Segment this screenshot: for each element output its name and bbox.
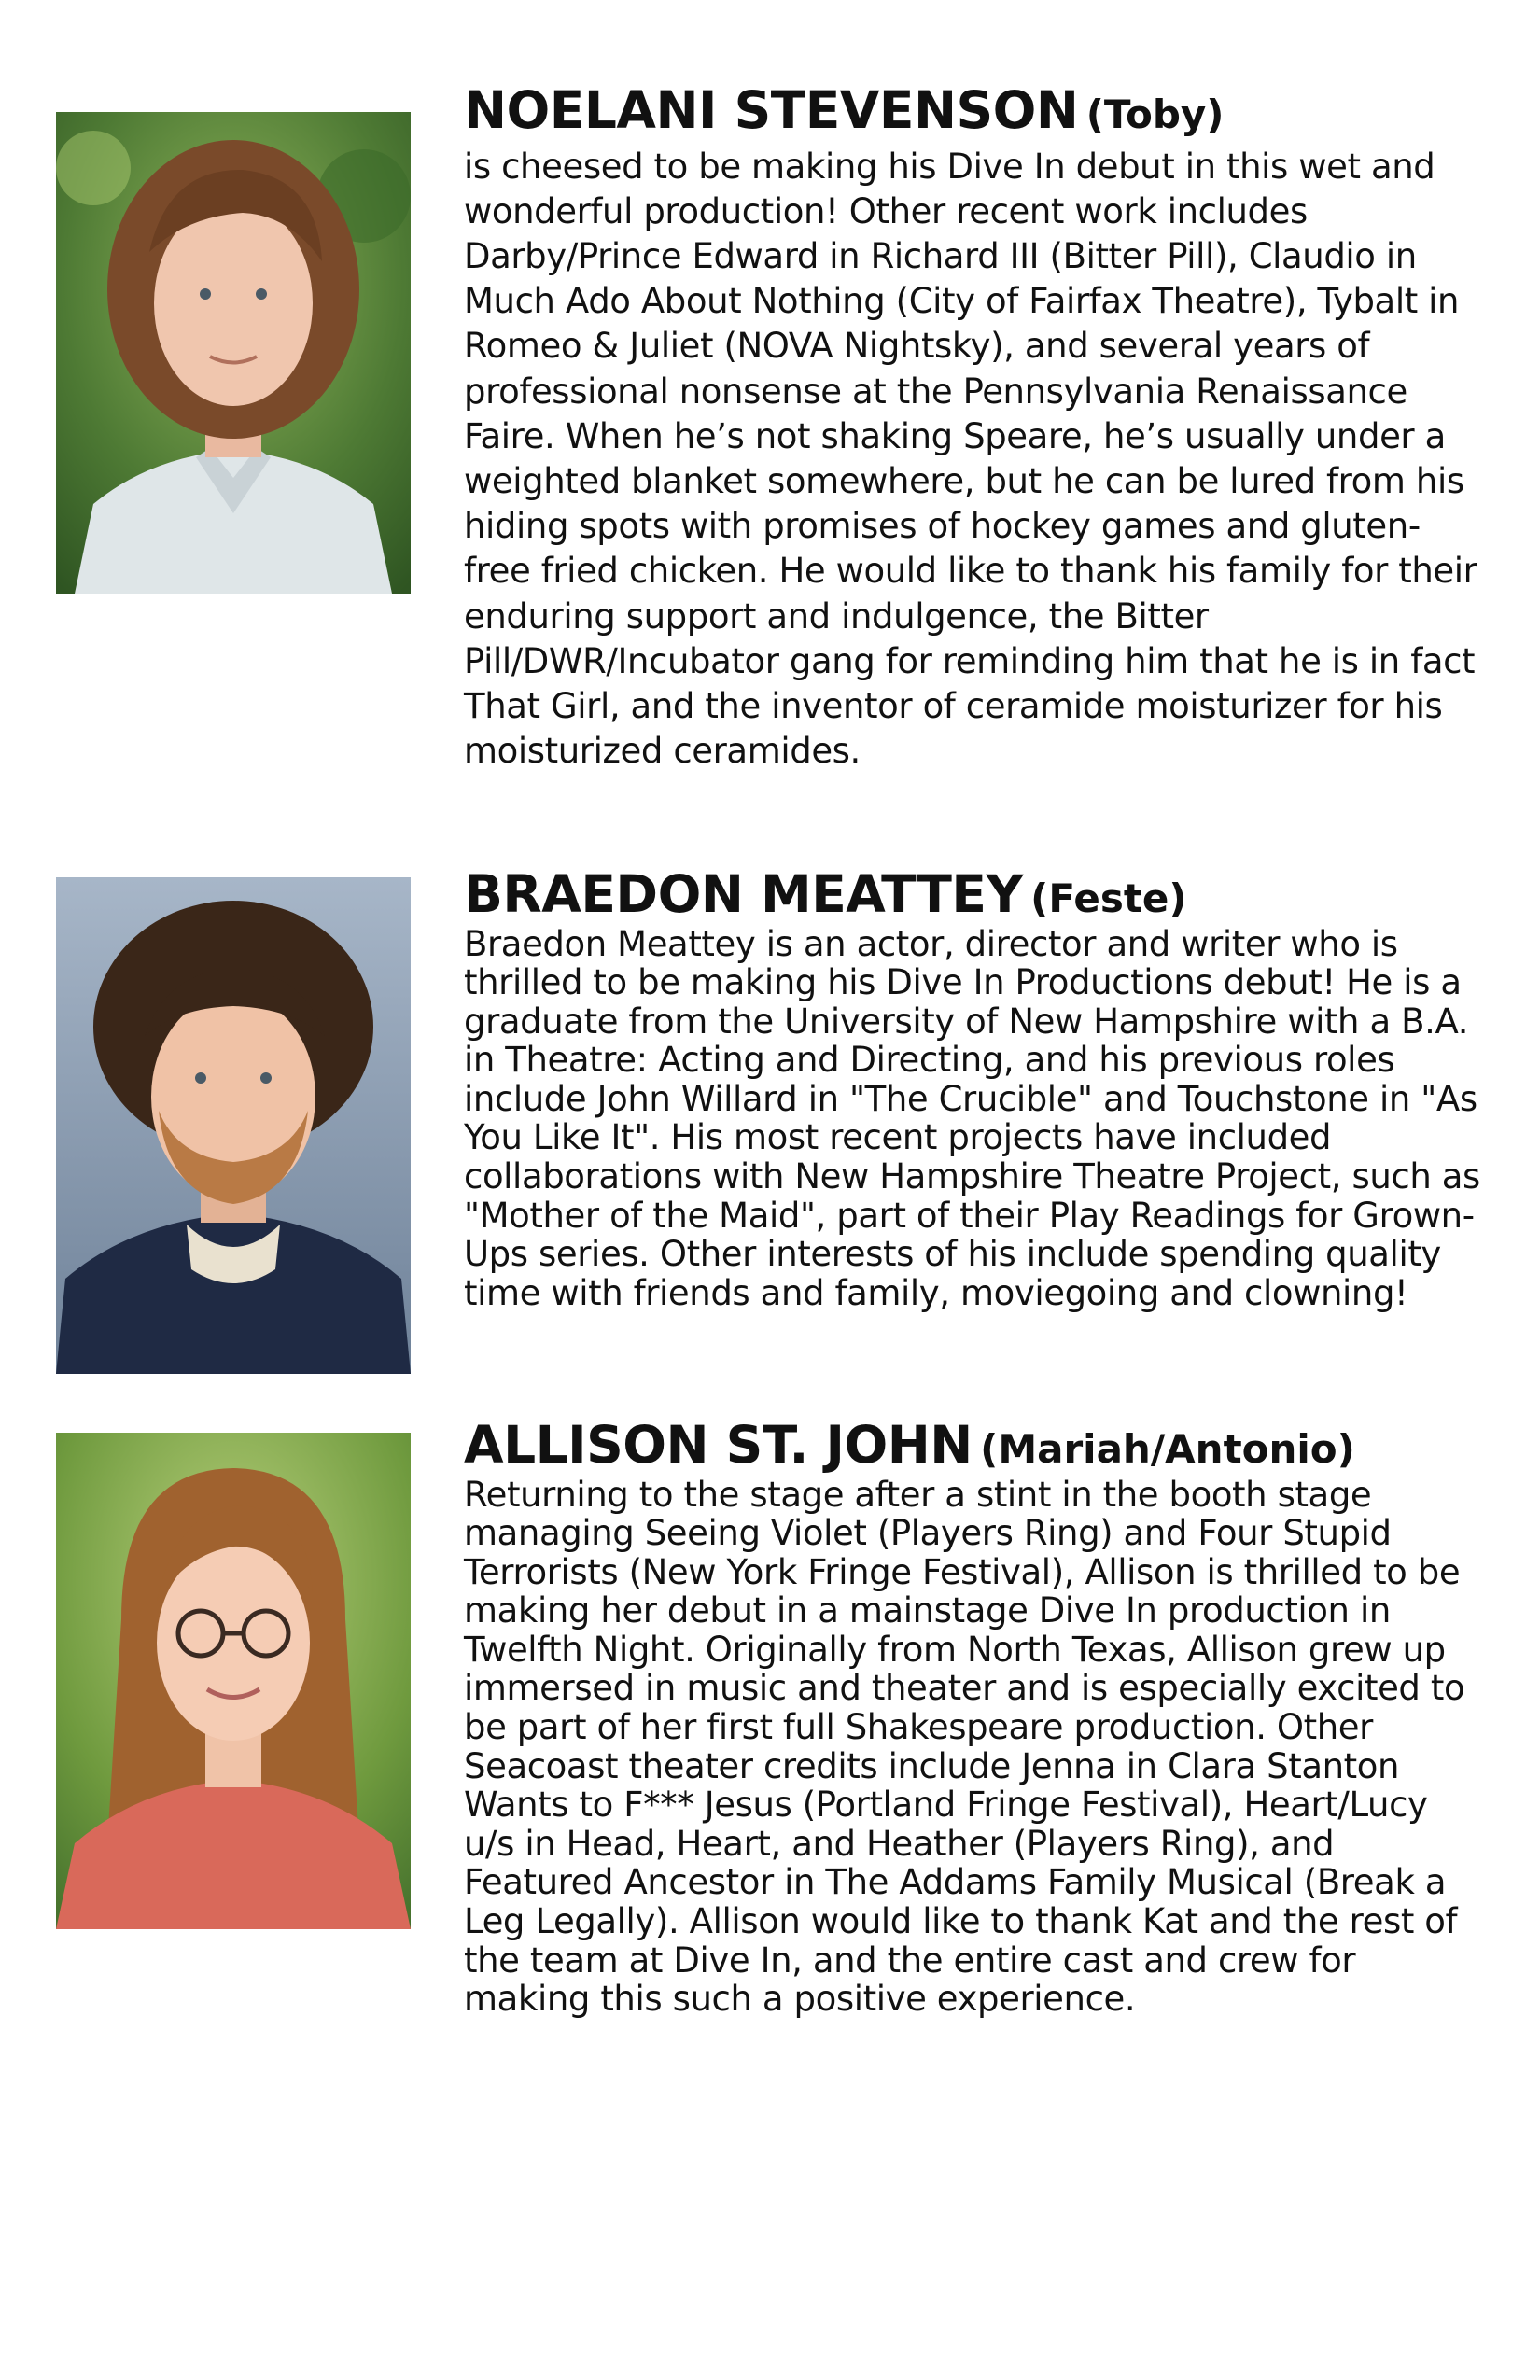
headshot-photo	[56, 1433, 411, 1929]
headshot-photo	[56, 112, 411, 594]
cast-member-heading	[464, 82, 1481, 139]
cast-member-heading	[464, 1417, 1481, 1474]
character-role: (Toby)	[1085, 91, 1225, 137]
bio-text: Returning to the stage after a stint in the booth stage managing Seeing Violet (Players Ring) and Four Stupid Terrorists (New York Fringe Festival), Allison is thrilled to be making her debut in a mainstage Dive In production in Twelfth Night. Originally from North Texas, Allison grew up immersed in music and theater and is especially excited to be part of her first full Shakespeare production. Other Seacoast theater credits include Jenna in Clara Stanton Wants to F*** Jesus (Portland Fringe Festival), Heart/Lucy u/s in Head, Heart, and Heather (Players Ring), and Featured Ancestor in The Addams Family Musical (Break a Leg Legally). Allison would like to thank Kat and the rest of the team at Dive In, and the entire cast and crew for making this such a positive experience.	[464, 1474, 1465, 2020]
cast-member-name: NOELANI STEVENSON	[464, 80, 1079, 140]
bio-text: is cheesed to be making his Dive In debut in this wet and wonderful production! Other recent work includes Darby/Prince Edward in Richard III (Bitter Pill), Claudio in Much Ado About Nothing (City of Fairfax Theatre), Tybalt in Romeo & Juliet (NOVA Nightsky), and several years of professional nonsense at the Pennsylvania Renaissance Faire. When he’s not shaking Speare, he’s usually under a weighted blanket somewhere, but he can be lured from his hiding spots with promises of hockey games and gluten-free fried chicken. He would like to thank his family for their enduring support and indulgence, the Bitter Pill/DWR/Incubator gang for reminding him that he is in fact That Girl, and the inventor of ceramide moisturizer for his moisturized ceramides.	[464, 146, 1477, 772]
bio-text: Braedon Meattey is an actor, director and writer who is thrilled to be making his Dive In Productions debut! He is a graduate from the University of New Hampshire with a B.A. in Theatre: Acting and Directing, and his previous roles include John Willard in "The Crucible" and Touchstone in "As You Like It". His most recent projects have included collaborations with New Hampshire Theatre Project, such as "Mother of the Maid", part of their Play Readings for Grown-Ups series. Other interests of his include spending quality time with friends and family, moviegoing and clowning!	[464, 923, 1480, 1313]
headshot-photo	[56, 877, 411, 1374]
character-role: (Feste)	[1030, 875, 1187, 921]
character-role: (Mariah/Antonio)	[980, 1426, 1355, 1472]
cast-member-name: BRAEDON MEATTEY	[464, 864, 1023, 924]
cast-member-name: ALLISON ST. JOHN	[464, 1415, 973, 1475]
cast-member-heading	[464, 866, 1481, 923]
